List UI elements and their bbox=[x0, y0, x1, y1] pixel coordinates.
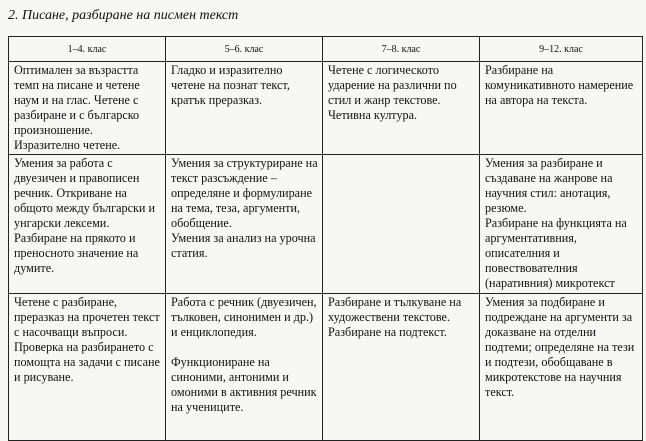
table-cell bbox=[166, 294, 323, 441]
curriculum-table bbox=[8, 36, 643, 441]
paragraph-spacer bbox=[171, 340, 318, 355]
header-grade-5-6: 5–6. клас bbox=[166, 37, 323, 62]
cell-paragraph: Умения за анализ на урочна статия. bbox=[171, 231, 316, 260]
cell-paragraph: Разбиране на функцията на аргументативния, описателния и повествователния (наративния) микротекст bbox=[485, 216, 627, 290]
cell-paragraph: Умения за структуриране на текст разсъждение – определяне и формулиране на тема, теза, аргументи, обобщение. bbox=[171, 156, 318, 230]
cell-paragraph: Четене с разбиране, преразказ на прочетен текст с насочващи въпроси. Проверка на разбирането с помощта на задачи с писане и рисуване. bbox=[14, 295, 160, 384]
cell-paragraph: Работа с речник (двуезичен, тълковен, синонимен и др.) и енциклопедия. bbox=[171, 295, 317, 339]
table-cell bbox=[480, 62, 643, 155]
header-grade-7-8: 7–8. клас bbox=[323, 37, 480, 62]
header-grade-1-4: 1–4. клас bbox=[9, 37, 166, 62]
table-cell bbox=[480, 155, 643, 294]
table-cell bbox=[9, 62, 166, 155]
table-cell bbox=[9, 294, 166, 441]
cell-paragraph: Умения за разбиране и създаване на жанрове на научния стил: анотация, резюме. bbox=[485, 156, 613, 215]
table-cell bbox=[323, 62, 480, 155]
cell-paragraph: Умения за работа с двуезичен и правописен речник. Откриване на общото между български и унгарски лексеми. bbox=[14, 156, 156, 230]
table-cell bbox=[9, 155, 166, 294]
table-cell bbox=[166, 155, 323, 294]
table-row bbox=[9, 294, 643, 441]
cell-paragraph: Разбиране на подтекст. bbox=[328, 325, 447, 339]
table-row bbox=[9, 155, 643, 294]
table-cell bbox=[166, 62, 323, 155]
header-row bbox=[9, 37, 643, 62]
table-cell-empty bbox=[323, 155, 480, 294]
cell-paragraph: Разбиране на комуникативното намерение на автора на текста. bbox=[485, 63, 634, 107]
cell-paragraph: Четене с логическото ударение на различни по стил и жанр текстове. Четивна култура. bbox=[328, 63, 457, 122]
table-cell bbox=[480, 294, 643, 441]
section-heading: 2. Писане, разбиране на писмен текст bbox=[8, 8, 239, 23]
cell-paragraph: Гладко и изразително четене на познат текст, кратък преразказ. bbox=[171, 63, 290, 107]
cell-paragraph: Разбиране на прякото и преносното значение на думите. bbox=[14, 231, 139, 275]
cell-paragraph: Оптимален за възрастта темп на писане и четене наум и на глас. Четене с разбиране и с българско произношение. bbox=[14, 63, 140, 137]
cell-paragraph: Функциониране на синоними, антоними и омоними в активния речник на учениците. bbox=[171, 355, 317, 414]
cell-paragraph: Умения за подбиране и подреждане на аргументи за доказване на отделни подтеми; определяне на тези и подтези, обобщаване в микротекстове на научния текст. bbox=[485, 295, 635, 399]
cell-paragraph: Разбиране и тълкуване на художествени текстове. bbox=[328, 295, 462, 324]
table-cell bbox=[323, 294, 480, 441]
table-row bbox=[9, 62, 643, 155]
header-grade-9-12: 9–12. клас bbox=[480, 37, 643, 62]
cell-paragraph: Изразително четене. bbox=[14, 138, 121, 152]
